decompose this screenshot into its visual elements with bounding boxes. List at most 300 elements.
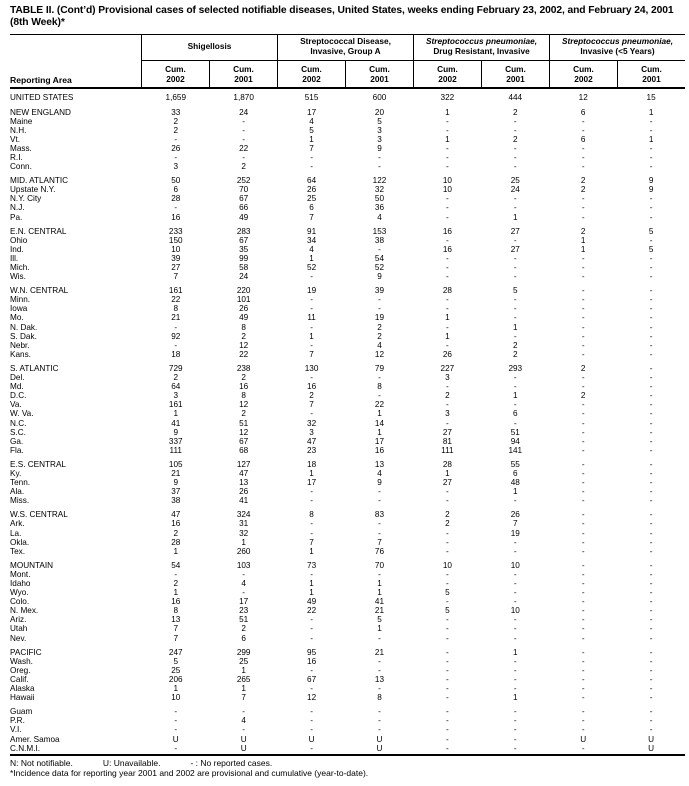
value-cell: - — [446, 304, 449, 314]
value-cell: 54 — [374, 253, 385, 263]
value-cell: 8 — [173, 304, 179, 314]
value-cell: - — [581, 373, 585, 383]
value-cell: - — [649, 235, 653, 245]
value-cell: - — [581, 510, 585, 520]
row-label: C.N.M.I. — [10, 743, 41, 753]
value-cell: - — [310, 665, 313, 675]
value-cell: 1 — [445, 468, 450, 478]
value-cell: 7 — [173, 272, 179, 282]
value-cell: - — [446, 203, 449, 213]
value-cell: 2 — [173, 373, 179, 383]
value-cell: 2 — [513, 349, 518, 359]
value-cell: - — [174, 743, 178, 753]
footnote-incidence: *Incidence data for reporting year 2001 and 2002 are provisional and cumulative (year-to-date). — [10, 768, 369, 779]
row-label: Ky. — [10, 468, 22, 478]
row-label: Conn. — [10, 162, 32, 172]
value-cell: 21 — [171, 468, 181, 478]
value-cell: - — [242, 125, 246, 135]
value-cell: - — [581, 615, 585, 625]
value-cell: 37 — [171, 487, 181, 497]
value-cell: - — [446, 624, 449, 634]
table-row — [10, 437, 685, 446]
value-cell: 7 — [309, 212, 314, 222]
row-label: Miss. — [10, 496, 30, 506]
value-cell: 238 — [236, 363, 251, 373]
value-cell: - — [649, 382, 653, 392]
value-cell: 14 — [374, 418, 385, 428]
value-cell: 19 — [374, 313, 385, 323]
table-row — [10, 693, 685, 702]
subhead-line: 2001 — [506, 74, 525, 85]
value-cell: - — [513, 674, 517, 684]
value-cell: - — [581, 684, 585, 694]
value-cell: 16 — [374, 445, 385, 455]
value-cell: 322 — [440, 93, 455, 103]
value-cell: - — [242, 134, 246, 144]
table-row — [10, 117, 685, 126]
value-cell: 2 — [445, 519, 450, 529]
table-row — [10, 648, 685, 657]
value-cell: 27 — [510, 226, 520, 236]
value-cell: 95 — [307, 647, 317, 657]
row-label: N. Dak. — [10, 322, 38, 332]
value-cell: - — [581, 162, 585, 172]
table-row — [10, 227, 685, 236]
table-section — [10, 93, 685, 102]
value-cell: 1 — [377, 427, 382, 437]
value-cell: - — [513, 546, 517, 556]
table-row — [10, 707, 685, 716]
value-cell: - — [581, 546, 585, 556]
row-label: Tex. — [10, 546, 26, 556]
value-cell: 1 — [513, 212, 518, 222]
table-row — [10, 597, 685, 606]
value-cell: 8 — [377, 693, 382, 703]
value-cell: 11 — [307, 313, 316, 323]
value-cell: 252 — [236, 176, 251, 186]
value-cell: - — [446, 684, 449, 694]
value-cell: - — [581, 519, 585, 529]
value-cell: - — [446, 579, 449, 588]
table-title-line1: TABLE II. (Cont’d) Provisional cases of selected notifiable diseases, United States, weeks ending February 23, 2002, and February 24, 2001 — [10, 5, 674, 16]
column-group — [277, 35, 413, 88]
value-cell: 1 — [580, 244, 586, 254]
value-cell: - — [446, 116, 449, 126]
value-cell: 10 — [510, 560, 520, 570]
value-cell: - — [649, 693, 653, 703]
value-cell: - — [581, 340, 585, 350]
value-cell: 39 — [171, 253, 181, 263]
value-cell: 7 — [309, 143, 314, 153]
value-cell: - — [446, 693, 449, 703]
value-cell: 70 — [374, 560, 385, 570]
value-cell: 17 — [374, 436, 385, 446]
value-cell: - — [581, 528, 585, 538]
value-cell: 51 — [510, 427, 520, 437]
value-cell: 1 — [513, 487, 518, 497]
row-label: Minn. — [10, 295, 31, 305]
value-cell: - — [581, 459, 585, 469]
subhead-line: Cum. — [505, 63, 526, 74]
value-cell: 22 — [307, 606, 317, 616]
value-cell: - — [649, 468, 653, 478]
value-cell: - — [378, 528, 381, 538]
row-label: Alaska — [10, 684, 35, 694]
table-row — [10, 496, 685, 505]
value-cell: 64 — [171, 382, 181, 392]
value-cell: 76 — [374, 546, 385, 556]
value-cell: - — [446, 382, 449, 392]
value-cell: - — [649, 716, 653, 726]
row-label: Okla. — [10, 537, 30, 547]
column-group-title-line: Drug Resistant, Invasive — [433, 46, 530, 57]
value-cell: - — [378, 295, 381, 305]
row-label: N.J. — [10, 203, 25, 213]
value-cell: 27 — [442, 478, 452, 488]
value-cell: 51 — [239, 418, 249, 428]
value-cell: 92 — [171, 331, 181, 341]
value-cell: - — [649, 510, 653, 520]
value-cell: - — [513, 253, 517, 263]
value-cell: 47 — [307, 436, 317, 446]
row-label: E.S. CENTRAL — [10, 459, 66, 469]
value-cell: - — [174, 569, 178, 579]
table-section — [10, 648, 685, 703]
value-cell: - — [649, 597, 653, 607]
table-row — [10, 194, 685, 203]
value-cell: - — [310, 152, 313, 162]
value-cell: - — [581, 125, 585, 135]
table-header — [10, 34, 685, 90]
value-cell: 1 — [377, 588, 382, 598]
value-cell: - — [446, 597, 449, 607]
row-label: La. — [10, 528, 22, 538]
value-cell: 1 — [445, 107, 450, 117]
table-row — [10, 606, 685, 615]
value-cell: - — [513, 152, 517, 162]
table-row — [10, 478, 685, 487]
column-group-title — [142, 35, 277, 61]
table-body — [10, 89, 685, 752]
value-cell: 3 — [309, 427, 314, 437]
row-label: Ohio — [10, 235, 28, 245]
value-cell: U — [240, 743, 247, 753]
value-cell: 2 — [241, 373, 246, 383]
value-cell: - — [513, 313, 517, 323]
value-cell: - — [310, 409, 313, 419]
value-cell: 2 — [580, 363, 586, 373]
table-row — [10, 744, 685, 753]
row-label: N. Mex. — [10, 606, 39, 616]
subhead-line: 2002 — [302, 74, 321, 85]
value-cell: 600 — [372, 93, 387, 103]
value-cell: 3 — [173, 391, 179, 401]
value-cell: - — [649, 313, 653, 323]
subhead-line: 2002 — [438, 74, 457, 85]
value-cell: - — [649, 656, 653, 666]
value-cell: - — [581, 579, 585, 588]
value-cell: - — [310, 162, 313, 172]
reporting-area-header: Reporting Area — [10, 75, 72, 86]
table-row — [10, 272, 685, 281]
row-label: Fla. — [10, 445, 24, 455]
value-cell: 3 — [445, 373, 450, 383]
value-cell: - — [310, 725, 313, 735]
value-cell: - — [649, 331, 653, 341]
table-row — [10, 332, 685, 341]
value-cell: - — [649, 125, 653, 135]
row-label: Nebr. — [10, 340, 30, 350]
value-cell: 122 — [372, 176, 387, 186]
value-cell: - — [378, 519, 381, 529]
value-cell: - — [446, 546, 449, 556]
value-cell: - — [310, 615, 313, 625]
value-cell: - — [513, 235, 517, 245]
value-cell: 6 — [580, 107, 586, 117]
value-cell: - — [581, 597, 585, 607]
row-label: E.N. CENTRAL — [10, 226, 67, 236]
subhead-line: 2002 — [166, 74, 185, 85]
column-subhead — [617, 61, 685, 88]
value-cell: - — [446, 253, 449, 263]
value-cell: 20 — [374, 107, 385, 117]
value-cell: - — [649, 409, 653, 419]
value-cell: - — [649, 684, 653, 694]
row-label: Idaho — [10, 579, 31, 588]
table-row — [10, 135, 685, 144]
value-cell: U — [240, 734, 247, 744]
table-row — [10, 185, 685, 194]
row-label: Md. — [10, 382, 24, 392]
value-cell: 4 — [309, 116, 314, 126]
table-section — [10, 510, 685, 555]
value-cell: 153 — [372, 226, 387, 236]
value-cell: - — [378, 496, 381, 506]
value-cell: 1,870 — [233, 93, 254, 103]
value-cell: - — [446, 487, 449, 497]
value-cell: 220 — [236, 286, 251, 296]
value-cell: 41 — [171, 418, 181, 428]
value-cell: - — [446, 633, 449, 643]
value-cell: 9 — [648, 176, 654, 186]
value-cell: 8 — [241, 391, 246, 401]
value-cell: - — [649, 253, 653, 263]
value-cell: - — [581, 693, 585, 703]
value-cell: - — [378, 152, 381, 162]
table-row — [10, 382, 685, 391]
table-row — [10, 615, 685, 624]
value-cell: - — [649, 295, 653, 305]
value-cell: - — [513, 569, 517, 579]
value-cell: 2 — [580, 226, 586, 236]
value-cell: 41 — [374, 597, 385, 607]
value-cell: - — [649, 624, 653, 634]
value-cell: 7 — [309, 537, 314, 547]
row-label: Vt. — [10, 134, 21, 144]
value-cell: 21 — [374, 606, 385, 616]
value-cell: 9 — [377, 478, 382, 488]
table-row — [10, 245, 685, 254]
value-cell: - — [446, 125, 449, 135]
value-cell: 8 — [173, 606, 179, 616]
table-row — [10, 735, 685, 744]
column-group-title-line: Invasive, Group A — [310, 46, 381, 57]
value-cell: - — [174, 725, 178, 735]
value-cell: - — [174, 203, 178, 213]
table-row — [10, 176, 685, 185]
value-cell: 99 — [239, 253, 249, 263]
value-cell: - — [649, 445, 653, 455]
value-cell: - — [513, 743, 517, 753]
value-cell: 7 — [377, 537, 382, 547]
value-cell: - — [513, 665, 517, 675]
value-cell: - — [174, 716, 178, 726]
row-label: Mont. — [10, 569, 31, 579]
value-cell: 4 — [377, 468, 382, 478]
value-cell: 52 — [307, 263, 317, 272]
value-cell: - — [446, 400, 449, 410]
value-cell: - — [513, 537, 517, 547]
value-cell: 2 — [377, 322, 382, 332]
table-row — [10, 446, 685, 455]
subhead-line: 2002 — [574, 74, 593, 85]
value-cell: - — [446, 496, 449, 506]
value-cell: 49 — [239, 212, 249, 222]
value-cell: 1 — [173, 588, 179, 598]
value-cell: - — [242, 707, 246, 717]
value-cell: 32 — [239, 528, 249, 538]
row-label: Maine — [10, 116, 33, 126]
value-cell: U — [648, 743, 655, 753]
value-cell: 111 — [441, 445, 454, 455]
value-cell: 66 — [239, 203, 249, 213]
row-label: N.C. — [10, 418, 27, 428]
table-row — [10, 725, 685, 734]
value-cell: 1 — [173, 684, 179, 694]
column-subhead — [481, 61, 549, 88]
table-row — [10, 666, 685, 675]
value-cell: - — [242, 152, 246, 162]
table-section — [10, 227, 685, 282]
value-cell: 24 — [239, 107, 249, 117]
column-groups — [141, 35, 685, 88]
table-title — [10, 5, 685, 30]
value-cell: - — [581, 295, 585, 305]
table-row — [10, 684, 685, 693]
value-cell: 283 — [236, 226, 251, 236]
value-cell: - — [310, 496, 313, 506]
row-label: Colo. — [10, 597, 30, 607]
value-cell: 5 — [309, 125, 314, 135]
value-cell: - — [378, 569, 381, 579]
value-cell: - — [581, 143, 585, 153]
column-subheads — [414, 61, 549, 88]
column-group — [141, 35, 277, 88]
value-cell: 2 — [241, 162, 246, 172]
value-cell: 515 — [304, 93, 319, 103]
value-cell: - — [446, 707, 449, 717]
value-cell: 10 — [442, 176, 452, 186]
table-row — [10, 570, 685, 579]
value-cell: U — [376, 734, 383, 744]
footnote-legend-item: N: Not notifiable. — [10, 757, 73, 768]
value-cell: - — [649, 606, 653, 616]
value-cell: 10 — [171, 693, 181, 703]
value-cell: 101 — [236, 295, 251, 305]
value-cell: - — [581, 349, 585, 359]
value-cell: - — [649, 263, 653, 272]
value-cell: 16 — [307, 656, 317, 666]
value-cell: 9 — [173, 478, 179, 488]
value-cell: - — [649, 707, 653, 717]
table-row — [10, 579, 685, 588]
value-cell: 9 — [173, 427, 179, 437]
value-cell: - — [446, 716, 449, 726]
value-cell: 4 — [241, 579, 246, 588]
value-cell: - — [649, 116, 653, 126]
row-label: Ala. — [10, 487, 25, 497]
value-cell: - — [446, 340, 449, 350]
value-cell: 1 — [377, 624, 382, 634]
value-cell: 21 — [171, 313, 181, 323]
value-cell: - — [446, 665, 449, 675]
value-cell: 23 — [307, 445, 317, 455]
value-cell: - — [581, 382, 585, 392]
value-cell: 28 — [442, 459, 452, 469]
value-cell: 52 — [374, 263, 385, 272]
value-cell: - — [581, 588, 585, 598]
row-label: S.C. — [10, 427, 26, 437]
value-cell: 9 — [377, 143, 382, 153]
value-cell: 444 — [508, 93, 523, 103]
value-cell: - — [581, 674, 585, 684]
row-label: Mo. — [10, 313, 24, 323]
value-cell: 10 — [442, 185, 452, 195]
row-label: Hawaii — [10, 693, 35, 703]
value-cell: 10 — [510, 606, 520, 616]
value-cell: 12 — [239, 340, 249, 350]
value-cell: 1 — [513, 322, 518, 332]
value-cell: - — [513, 656, 517, 666]
value-cell: - — [581, 743, 585, 753]
column-group-title — [414, 35, 549, 61]
row-label: S. ATLANTIC — [10, 363, 59, 373]
value-cell: - — [513, 496, 517, 506]
row-label: Wash. — [10, 656, 33, 666]
value-cell: 299 — [236, 647, 251, 657]
value-cell: 2 — [173, 125, 179, 135]
value-cell: - — [378, 304, 381, 314]
value-cell: - — [581, 427, 585, 437]
value-cell: 32 — [307, 418, 317, 428]
table-row — [10, 295, 685, 304]
value-cell: - — [310, 295, 313, 305]
value-cell: 8 — [241, 322, 246, 332]
value-cell: 38 — [374, 235, 385, 245]
subhead-line: Cum. — [301, 63, 322, 74]
value-cell: - — [581, 409, 585, 419]
value-cell: 4 — [241, 716, 246, 726]
value-cell: - — [378, 244, 381, 254]
value-cell: U — [580, 734, 587, 744]
value-cell: - — [446, 143, 449, 153]
value-cell: - — [446, 615, 449, 625]
row-label: Ga. — [10, 436, 24, 446]
subhead-line: Cum. — [437, 63, 458, 74]
table-row — [10, 108, 685, 117]
value-cell: 28 — [171, 194, 181, 204]
value-cell: 70 — [239, 185, 249, 195]
